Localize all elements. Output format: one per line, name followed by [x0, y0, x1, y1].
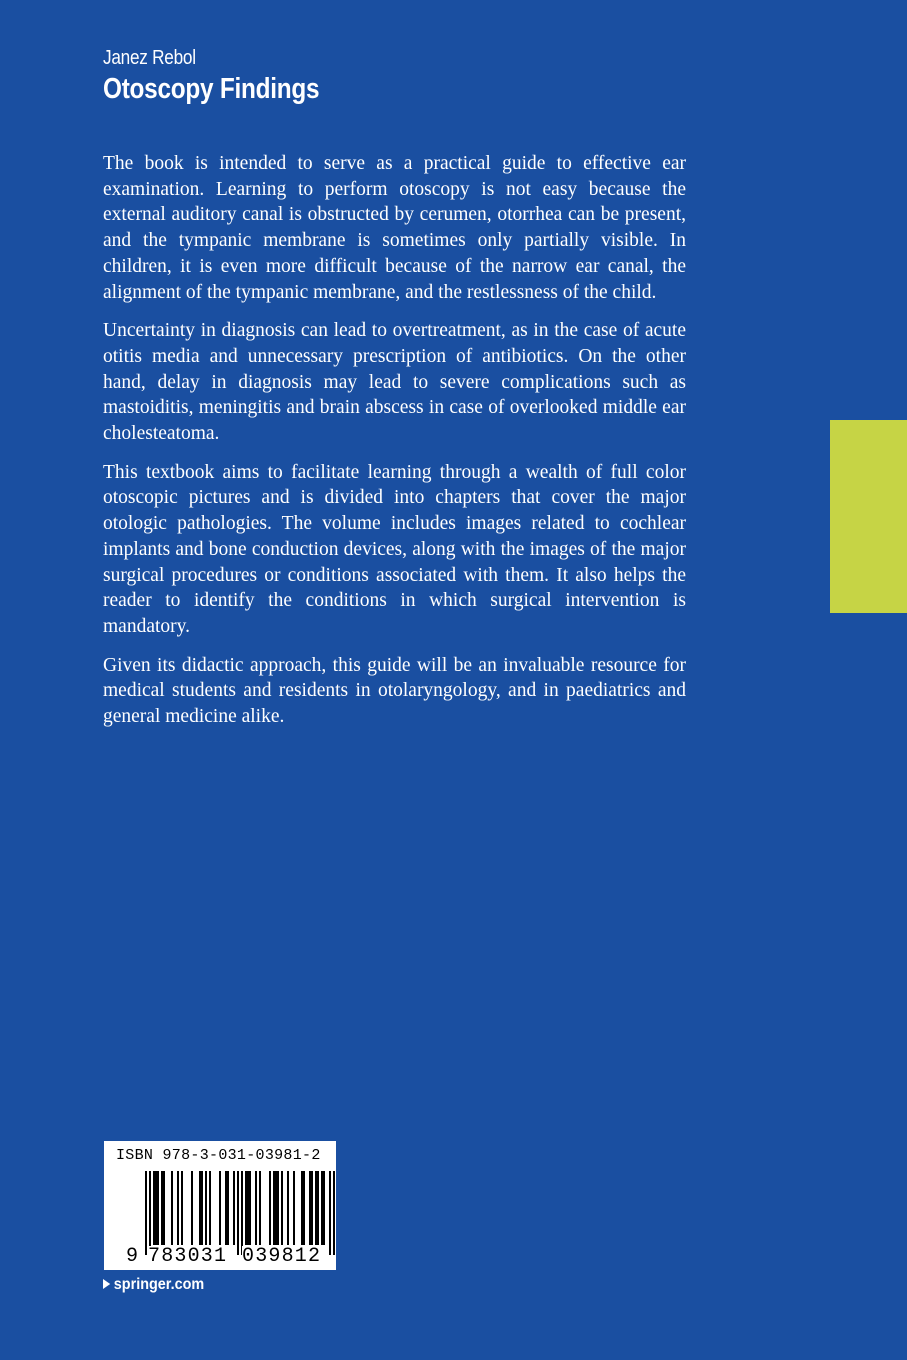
barcode-bar [311, 1171, 313, 1245]
barcode-bar [303, 1171, 305, 1245]
barcode-bar [227, 1171, 229, 1245]
barcode-bar [205, 1171, 207, 1245]
barcode-bar [301, 1171, 303, 1245]
barcode-bar [155, 1171, 157, 1245]
barcode-bar [153, 1171, 155, 1245]
barcode-guard-bar [145, 1171, 147, 1255]
accent-color-tab [830, 420, 907, 613]
blurb-paragraph: The book is intended to serve as a practical guide to effective ear examination. Learning to perform otoscopy is not easy because the external auditory canal is obstructed by cerumen, otorrhea can be present, and the tympanic membrane is sometimes only partially visible. In children, it is even more difficult because of the narrow ear canal, the alignment of the tympanic membrane, and the restlessness of the child. [103, 153, 686, 303]
barcode-bar [269, 1171, 271, 1245]
arrow-right-icon [103, 1279, 110, 1289]
barcode-bar [249, 1171, 251, 1245]
barcode-guard-bar [241, 1171, 243, 1255]
isbn-label: ISBN 978-3-031-03981-2 [116, 1147, 321, 1164]
barcode-guard-bar [237, 1171, 239, 1255]
barcode-bar [181, 1171, 183, 1245]
barcode-bar [233, 1171, 235, 1245]
barcode-bar [177, 1171, 179, 1245]
barcode-bar [309, 1171, 311, 1245]
barcode-bar [161, 1171, 163, 1245]
publisher-site-label: springer.com [113, 1276, 205, 1293]
barcode-guard-bar [149, 1171, 151, 1255]
barcode-bar [201, 1171, 203, 1245]
isbn-barcode [104, 1141, 336, 1270]
book-title: Otoscopy Findings [103, 73, 320, 105]
barcode-bar [245, 1171, 247, 1245]
barcode-bar [219, 1171, 221, 1245]
blurb-text [103, 151, 686, 743]
barcode-bar [259, 1171, 261, 1245]
blurb-paragraph: This textbook aims to facilitate learning through a wealth of full color otoscopic pictures and is divided into chapters that cover the major otologic pathologies. The volume includes images related to cochlear implants and bone conduction devices, along with the images of the major surgical procedures or conditions associated with them. It also helps the reader to identify the conditions in which surgical intervention is mandatory. [103, 461, 686, 637]
barcode-bar [163, 1171, 165, 1245]
publisher-link[interactable] [103, 1275, 204, 1295]
barcode-bar [287, 1171, 289, 1245]
barcode-bar [209, 1171, 211, 1245]
barcode-bar [321, 1171, 323, 1245]
barcode-bar [273, 1171, 275, 1245]
barcode-bar [255, 1171, 257, 1245]
barcode-guard-bar [329, 1171, 331, 1255]
barcode-bar [315, 1171, 317, 1245]
ean-left-digits: 783031 [148, 1245, 228, 1268]
barcode-bar [199, 1171, 201, 1245]
author-name: Janez Rebol [103, 47, 196, 69]
barcode-bar [293, 1171, 295, 1245]
ean-right-digits: 039812 [242, 1245, 322, 1268]
blurb-paragraph: Given its didactic approach, this guide will be an invaluable resource for medical students and residents in otolaryngology, and in paediatrics and general medicine alike. [103, 654, 686, 728]
barcode-guard-bar [333, 1171, 335, 1255]
barcode-bar [171, 1171, 173, 1245]
barcode-bar [281, 1171, 283, 1245]
ean-lead-digit: 9 [126, 1245, 139, 1268]
barcode-bar [275, 1171, 277, 1245]
barcode-bar [317, 1171, 319, 1245]
blurb-paragraph: Uncertainty in diagnosis can lead to overtreatment, as in the case of acute otitis media and unnecessary prescription of antibiotics. On the other hand, delay in diagnosis may lead to severe complications such as mastoiditis, meningitis and brain abscess in case of overlooked middle ear cholesteatoma. [103, 320, 686, 445]
barcode-bar [247, 1171, 249, 1245]
barcode-bar [191, 1171, 193, 1245]
barcode-bar [277, 1171, 279, 1245]
barcode-bar [225, 1171, 227, 1245]
barcode-bar [323, 1171, 325, 1245]
barcode-bar [157, 1171, 159, 1245]
